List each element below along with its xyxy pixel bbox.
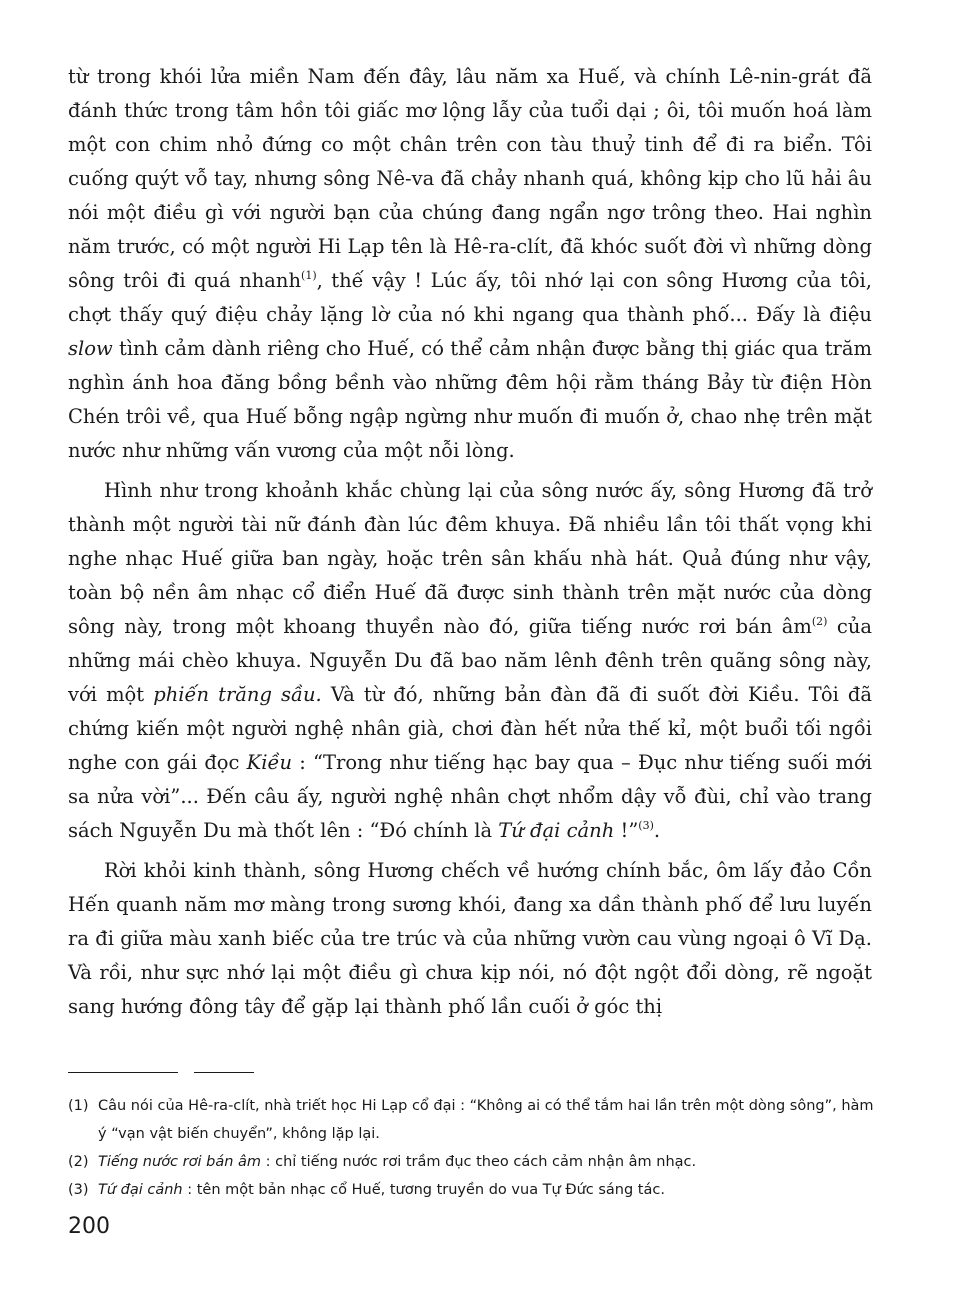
footnote-ref-2[interactable]: (2) xyxy=(811,615,828,628)
footnote-text: : tên một bản nhạc cổ Huế, tương truyền do vua Tự Đức sáng tác. xyxy=(182,1182,665,1198)
footnote-2 xyxy=(68,1148,880,1176)
footnote-mark: (1) xyxy=(68,1098,89,1114)
page-number: 200 xyxy=(68,1214,110,1239)
paragraph-2 xyxy=(68,474,872,848)
footnote-ref-3[interactable]: (3) xyxy=(638,819,654,832)
text-run-italic: phiến trăng sầu. xyxy=(153,683,322,706)
footnote-term: Tứ đại cảnh xyxy=(98,1182,183,1198)
footnotes xyxy=(68,1092,880,1204)
text-run: Và từ đó, những bản đàn đã đi suốt đời Kiều. Tôi đã chứng kiến một người nghệ nhân già, chơi đàn hết nửa thế kỉ, một buổi tối ngồi nghe con gái đọc xyxy=(68,683,872,774)
paragraph-3 xyxy=(68,854,872,1024)
text-run: Hình như trong khoảnh khắc chùng lại của sông nước ấy, sông Hương đã trở thành một người tài nữ đánh đàn lúc đêm khuya. Đã nhiều lần tôi thất vọng khi nghe nhạc Huế giữa ban ngày, hoặc trên sân khấu nhà hát. Quả đúng như vậy, toàn bộ nền âm nhạc cổ điển Huế đã được sinh thành trên mặt nước của dòng sông này, trong một khoang thuyền nào đó, giữa tiếng nước rơi bán âm xyxy=(68,479,872,638)
text-run: !” xyxy=(614,819,639,842)
footnote-3 xyxy=(68,1176,880,1204)
footnote-divider xyxy=(194,1072,254,1073)
text-run-italic: slow xyxy=(68,337,113,360)
text-run: của những mái chèo khuya. Nguyễn Du đã bao năm lênh đênh trên quãng sông này, với một xyxy=(68,615,872,706)
footnote-1 xyxy=(68,1092,880,1148)
body-text xyxy=(68,60,872,1030)
footnote-ref-1[interactable]: (1) xyxy=(301,269,317,282)
footnote-divider xyxy=(68,1072,178,1073)
text-run: . xyxy=(653,819,661,842)
footnote-mark: (3) xyxy=(68,1182,89,1198)
text-run: tình cảm dành riêng cho Huế, có thể cảm nhận được bằng thị giác qua trăm nghìn ánh hoa đăng bồng bềnh vào những đêm hội rằm tháng Bảy từ điện Hòn Chén trôi về, qua Huế bỗng ngập ngừng như muốn đi muốn ở, chao nhẹ trên mặt nước như những vấn vương của một nỗi lòng. xyxy=(68,337,872,462)
text-run: Rời khỏi kinh thành, sông Hương chếch về hướng chính bắc, ôm lấy đảo Cồn Hến quanh năm mơ màng trong sương khói, đang xa dần thành phố để lưu luyến ra đi giữa màu xanh biếc của tre trúc và của những vườn cau vùng ngoại ô Vĩ Dạ. Và rồi, như sực nhớ lại một điều gì chưa kịp nói, nó đột ngột đổi dòng, rẽ ngoặt sang hướng đông tây để gặp lại thành phố lần cuối ở góc thị xyxy=(68,859,872,1018)
footnote-term: Tiếng nước rơi bán âm xyxy=(98,1154,262,1170)
text-run-italic: Tứ đại cảnh xyxy=(498,819,615,842)
text-run: từ trong khói lửa miền Nam đến đây, lâu năm xa Huế, và chính Lê-nin-grát đã đánh thức trong tâm hồn tôi giấc mơ lộng lẫy của tuổi dại ; ôi, tôi muốn hoá làm một con chim nhỏ đứng co một chân trên con tàu thuỷ tinh để đi ra biển. Tôi cuống quýt vỗ tay, nhưng sông Nê-va đã chảy nhanh quá, không kịp cho lũ hải âu nói một điều gì với người bạn của chúng đang ngẩn ngơ trông theo. Hai nghìn năm trước, có một người Hi Lạp tên là Hê-ra-clít, đã khóc suốt đời vì những dòng sông trôi đi quá nhanh xyxy=(68,65,872,292)
text-run: , thế vậy ! Lúc ấy, tôi nhớ lại con sông Hương của tôi, chợt thấy quý điệu chảy lặng lờ của nó khi ngang qua thành phố... Đấy là điệu xyxy=(68,269,872,326)
footnote-text: : chỉ tiếng nước rơi trầm đục theo cách cảm nhận âm nhạc. xyxy=(261,1154,697,1170)
text-run-italic: Kiều xyxy=(246,751,293,774)
text-run: : “Trong như tiếng hạc bay qua – Đục như tiếng suối mới sa nửa vời”... Đến câu ấy, người nghệ nhân chợt nhổm dậy vỗ đùi, chỉ vào trang sách Nguyễn Du mà thốt lên : “Đó chính là xyxy=(68,751,872,842)
footnote-mark: (2) xyxy=(68,1154,89,1170)
paragraph-1 xyxy=(68,60,872,468)
footnote-text: Câu nói của Hê-ra-clít, nhà triết học Hi Lạp cổ đại : “Không ai có thể tắm hai lần trên một dòng sông”, hàm ý “vạn vật biến chuyển”, không lặp lại. xyxy=(98,1098,874,1142)
